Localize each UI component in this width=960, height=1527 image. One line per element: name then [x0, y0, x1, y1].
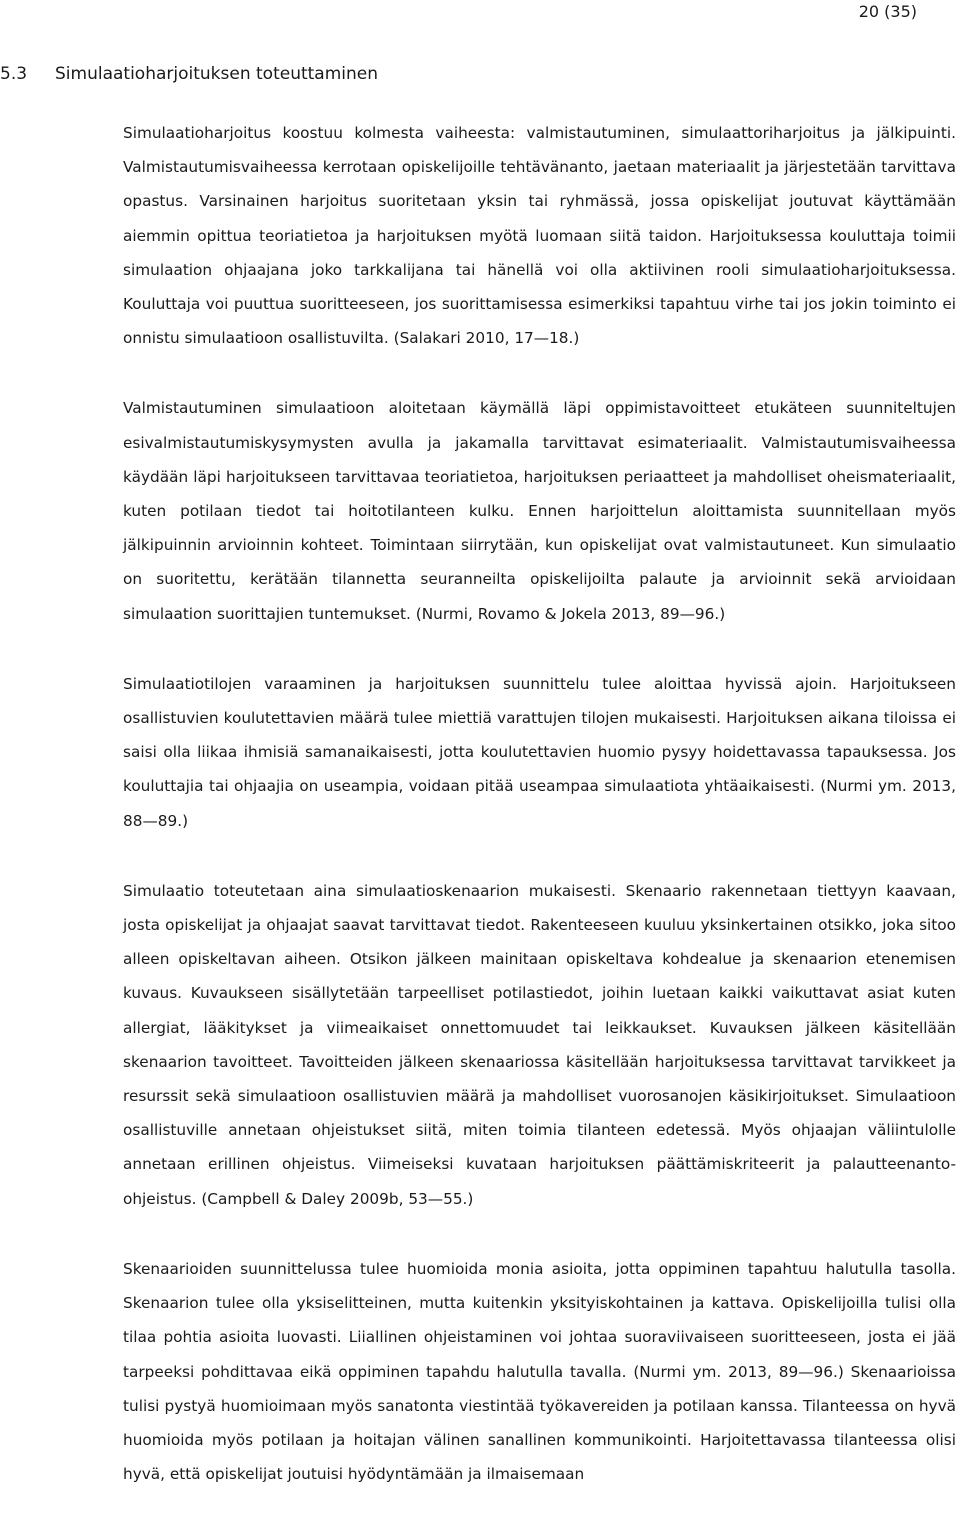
body-text: [123, 116, 956, 1527]
section-heading: [0, 62, 378, 86]
paragraph: Simulaatiotilojen varaaminen ja harjoituksen suunnittelu tulee aloittaa hyvissä ajoin. Harjoitukseen osallistuvien koulutettavien määrä tulee miettiä varattujen tilojen mukaisesti. Harjoituksen aikana tiloissa ei saisi olla liikaa ihmisiä samanaikaisesti, jotta koulutettavien huomio pysyy hoidettavassa tapauksessa. Jos kouluttajia tai ohjaajia on useampia, voidaan pitää useampaa simulaatiota yhtäaikaisesti. (Nurmi ym. 2013, 88—89.): [123, 674, 956, 830]
section-title: Simulaatioharjoituksen toteuttaminen: [55, 64, 379, 84]
paragraph: Skenaarioiden suunnittelussa tulee huomioida monia asioita, jotta oppiminen tapahtuu halutulla tasolla. Skenaarion tulee olla yksiselitteinen, mutta kuitenkin yksityiskohtainen ja kattava. Opiskelijoilla tulisi olla tilaa pohtia asioita luovasti. Liiallinen ohjeistaminen voi johtaa suoraviivaiseen suoritteeseen, josta ei jää tarpeeksi pohdittavaa eikä oppiminen tapahdu halutulla tavalla. (Nurmi ym. 2013, 89—96.) Skenaarioissa tulisi pystyä huomioimaan myös sanatonta viestintää työkavereiden ja potilaan kanssa. Tilanteessa on hyvä huomioida myös potilaan ja hoitajan välinen sanallinen kommunikointi. Harjoitettavassa tilanteessa olisi hyvä, että opiskelijat joutuisi hyödyntämään ja ilmaisemaan: [123, 1259, 956, 1484]
paragraph: Valmistautuminen simulaatioon aloitetaan käymällä läpi oppimistavoitteet etukäteen suunniteltujen esivalmistautumiskysymysten avulla ja jakamalla tarvittavat esimateriaalit. Valmistautumisvaiheessa käydään läpi harjoitukseen tarvittavaa teoriatietoa, harjoituksen periaatteet ja mahdolliset oheismateriaalit, kuten potilaan tiedot tai hoitotilanteen kulku. Ennen harjoittelun aloittamista suunnitellaan myös jälkipuinnin arvioinnin kohteet. Toimintaan siirrytään, kun opiskelijat ovat valmistautuneet. Kun simulaatio on suoritettu, kerätään tilannetta seuranneilta opiskelijoilta palaute ja arvioinnit sekä arvioidaan simulaation suorittajien tuntemukset. (Nurmi, Rovamo & Jokela 2013, 89—96.): [123, 399, 956, 623]
page-number: 20 (35): [858, 2, 917, 21]
paragraph: Simulaatioharjoitus koostuu kolmesta vaiheesta: valmistautuminen, simulaattoriharjoitus ja jälkipuinti. Valmistautumisvaiheessa kerrotaan opiskelijoille tehtävänanto, jaetaan materiaalit ja järjestetään tarvittava opastus. Varsinainen harjoitus suoritetaan yksin tai ryhmässä, jossa opiskelijat joutuvat käyttämään aiemmin opittua teoriatietoa ja harjoituksen myötä luomaan siitä taidon. Harjoituksessa kouluttaja toimii simulaation ohjaajana joko tarkkalijana tai hänellä voi olla aktiivinen rooli simulaatioharjoituksessa. Kouluttaja voi puuttua suoritteeseen, jos suorittamisessa esimerkiksi tapahtuu virhe tai jos jokin toiminto ei onnistu simulaatioon osallistuvilta. (Salakari 2010, 17—18.): [123, 124, 956, 348]
section-number: 5.3: [0, 64, 28, 84]
paragraph: Simulaatio toteutetaan aina simulaatioskenaarion mukaisesti. Skenaario rakennetaan tiettyyn kaavaan, josta opiskelijat ja ohjaajat saavat tarvittavat tiedot. Rakenteeseen kuuluu yksinkertainen otsikko, joka sitoo alleen opiskeltavan aiheen. Otsikon jälkeen mainitaan opiskeltava kohdealue ja skenaarion etenemisen kuvaus. Kuvaukseen sisällytetään tarpeelliset potilastiedot, joihin luetaan kaikki vaikuttavat asiat kuten allergiat, lääkitykset ja viimeaikaiset onnettomuudet tai leikkaukset. Kuvauksen jälkeen käsitellään skenaarion tavoitteet. Tavoitteiden jälkeen skenaariossa käsitellään harjoituksessa tarvittavat tarvikkeet ja resurssit sekä simulaatioon osallistuvien määrä ja mahdolliset vuorosanojen käsikirjoitukset. Simulaatioon osallistuville annetaan ohjeistukset siitä, miten toimia tilanteen edetessä. Myös ohjaajan väliintulolle annetaan erillinen ohjeistus. Viimeiseksi kuvataan harjoituksen päättämiskriteerit ja palautteenanto-ohjeistus. (Campbell & Daley 2009b, 53—55.): [123, 881, 956, 1208]
